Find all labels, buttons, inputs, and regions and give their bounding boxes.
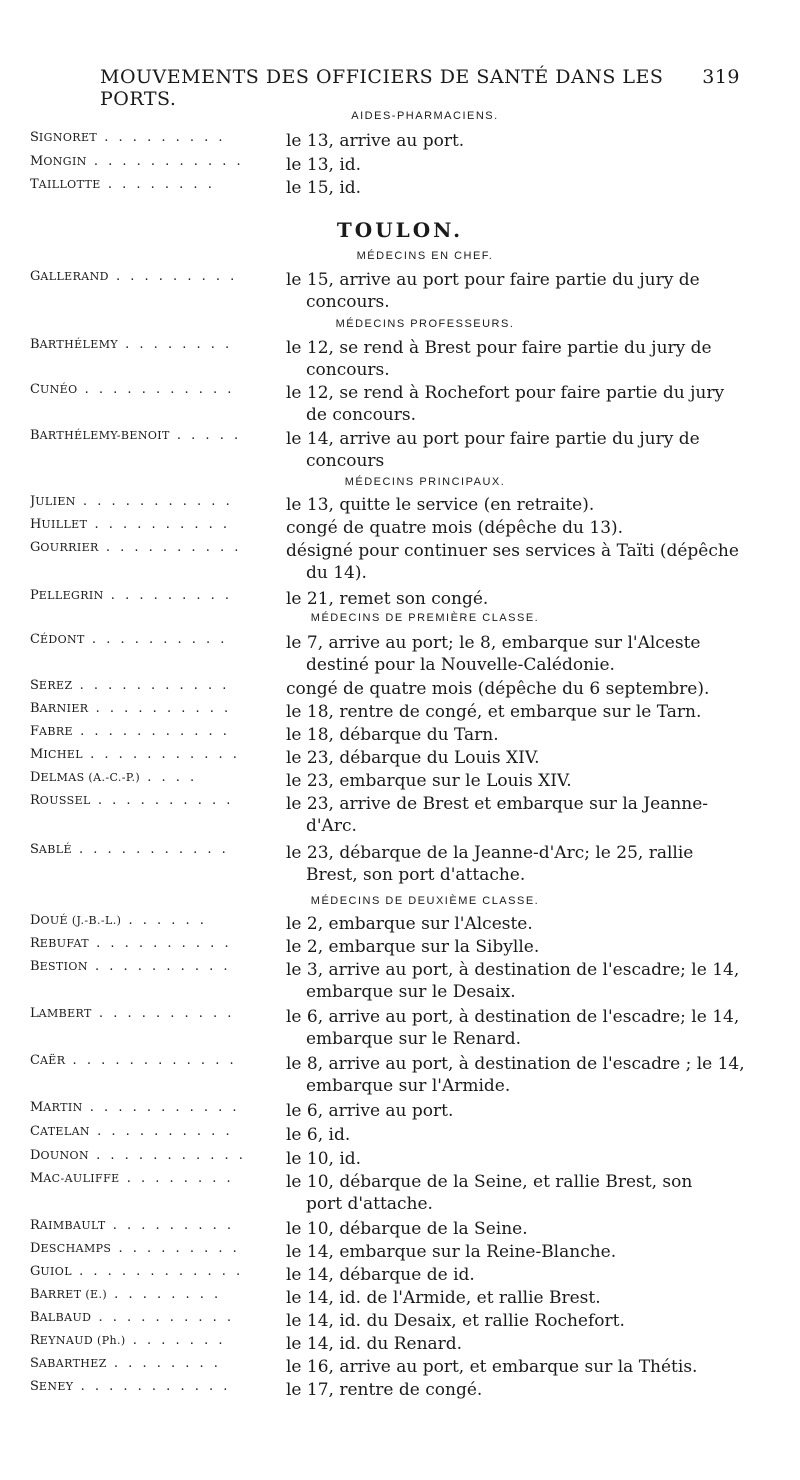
movement-text bbox=[286, 588, 748, 610]
movement-line: le 15, id. bbox=[286, 178, 362, 198]
movement-line: le 23, arrive de Brest et embarque sur la Jeanne- bbox=[286, 794, 709, 814]
name-rest: ÉDONT bbox=[39, 633, 85, 646]
name-initial: C bbox=[30, 382, 40, 397]
name-initial: H bbox=[30, 517, 42, 532]
movement-line: le 13, arrive au port. bbox=[286, 131, 465, 151]
leader-dots: . . . . . . . . . . bbox=[90, 793, 234, 808]
movement-line: le 18, rentre de congé, et embarque sur le Tarn. bbox=[286, 702, 702, 722]
name-rest: ENEY bbox=[38, 1380, 74, 1393]
leader-dots: . . . . . . . . . . . bbox=[89, 1148, 246, 1163]
movement-text bbox=[286, 1053, 748, 1097]
name-initial: G bbox=[30, 1264, 41, 1279]
name-rest: ARTIN bbox=[43, 1101, 83, 1114]
name-initial: S bbox=[30, 130, 39, 145]
movement-line: le 21, remet son congé. bbox=[286, 589, 489, 609]
movement-text bbox=[286, 382, 748, 426]
movement-text bbox=[286, 1218, 748, 1240]
movement-line: le 6, arrive au port. bbox=[286, 1101, 454, 1121]
officer-name bbox=[30, 1218, 285, 1233]
leader-dots: . . . . . . . . . bbox=[111, 1241, 240, 1256]
movement-line: le 14, débarque de id. bbox=[286, 1265, 475, 1285]
movement-line: le 13, quitte le service (en retraite). bbox=[286, 495, 595, 515]
name-initial: D bbox=[30, 913, 41, 928]
movement-text bbox=[286, 959, 748, 1003]
leader-dots: . . . . . . . . . . . . bbox=[71, 1264, 244, 1279]
movement-line: d'Arc. bbox=[306, 816, 357, 836]
leader-dots: . . . . . . . . . . . bbox=[71, 842, 229, 857]
page-number: 319 bbox=[702, 66, 740, 88]
officer-name bbox=[30, 1148, 285, 1163]
movement-text bbox=[286, 842, 748, 886]
officer-name bbox=[30, 959, 285, 974]
movement-line: le 23, débarque du Louis XIV. bbox=[286, 748, 540, 768]
movement-line: du 14). bbox=[306, 563, 367, 583]
city-heading: TOULON. bbox=[336, 218, 464, 242]
officer-name bbox=[30, 1171, 285, 1186]
movement-text bbox=[286, 494, 748, 516]
leader-dots: . . . . . . . . . . bbox=[91, 1310, 234, 1325]
name-initial: M bbox=[30, 747, 44, 762]
movement-text bbox=[286, 701, 748, 723]
name-initial: B bbox=[30, 701, 40, 716]
name-initial: T bbox=[30, 177, 39, 192]
movement-text bbox=[286, 793, 748, 837]
movement-line: le 16, arrive au port, et embarque sur la Thétis. bbox=[286, 1357, 698, 1377]
name-rest: ABARTHEZ bbox=[38, 1357, 107, 1370]
name-rest: AËR bbox=[39, 1054, 66, 1067]
movement-line: le 14, id. du Desaix, et rallie Rochefort. bbox=[286, 1311, 625, 1331]
leader-dots: . . . . . . . . . . . bbox=[72, 678, 230, 693]
leader-dots: . . . . . . . . . . . bbox=[72, 724, 230, 739]
leader-dots: . . . . . . . . . . bbox=[88, 936, 232, 951]
leader-dots: . . . . . . . . . bbox=[97, 130, 226, 145]
name-rest: AIMBAULT bbox=[39, 1219, 106, 1232]
movement-text bbox=[286, 130, 748, 152]
movement-line: le 3, arrive au port, à destination de l'escadre; le 14, bbox=[286, 960, 740, 980]
leader-dots: . . . . . . . . . . . bbox=[75, 494, 233, 509]
movement-text bbox=[286, 517, 748, 539]
movement-text bbox=[286, 540, 748, 584]
leader-dots: . . . . . . . . . . . bbox=[86, 154, 244, 169]
movement-text bbox=[286, 1333, 748, 1355]
officer-name bbox=[30, 494, 285, 509]
name-initial: D bbox=[30, 1241, 41, 1256]
leader-dots: . . . . . . . . bbox=[107, 1287, 222, 1302]
name-rest: ALBAUD bbox=[39, 1311, 92, 1324]
officer-name bbox=[30, 793, 285, 808]
movement-line: le 8, arrive au port, à destination de l'escadre ; le 14, bbox=[286, 1054, 745, 1074]
movement-text bbox=[286, 269, 748, 313]
section-heading: MÉDECINS EN CHEF. bbox=[356, 250, 494, 262]
movement-text bbox=[286, 632, 748, 676]
name-initial: B bbox=[30, 1310, 40, 1325]
name-rest: ARTHÉLEMY-BENOIT bbox=[39, 429, 170, 442]
leader-dots: . . . . . . . . . . . bbox=[73, 1379, 231, 1394]
officer-name bbox=[30, 428, 285, 443]
name-initial: B bbox=[30, 428, 40, 443]
movement-line: concours. bbox=[306, 360, 390, 380]
name-initial: C bbox=[30, 632, 40, 647]
leader-dots: . . . . . . bbox=[121, 913, 207, 928]
name-rest: EYNAUD (Ph.) bbox=[39, 1334, 126, 1347]
leader-dots: . . . . . . . . . . . bbox=[77, 382, 235, 397]
leader-dots: . . . . . . . . bbox=[106, 1356, 221, 1371]
movement-line: le 2, embarque sur la Sibylle. bbox=[286, 937, 540, 957]
officer-name bbox=[30, 1287, 285, 1302]
movement-line: désigné pour continuer ses services à Taïti (dépêche bbox=[286, 541, 739, 561]
name-initial: M bbox=[30, 154, 44, 169]
movement-line: le 15, arrive au port pour faire partie du jury de bbox=[286, 270, 700, 290]
officer-name bbox=[30, 517, 285, 532]
movement-text bbox=[286, 1310, 748, 1332]
movement-line: le 6, id. bbox=[286, 1125, 351, 1145]
officer-name bbox=[30, 1100, 285, 1115]
movement-line: port d'attache. bbox=[306, 1194, 433, 1214]
movement-line: le 23, embarque sur le Louis XIV. bbox=[286, 771, 572, 791]
officer-name bbox=[30, 842, 285, 857]
name-rest: ICHEL bbox=[43, 748, 84, 761]
officer-name bbox=[30, 913, 285, 928]
leader-dots: . . . . . . . . bbox=[118, 337, 233, 352]
officer-name bbox=[30, 1333, 285, 1348]
name-initial: R bbox=[30, 936, 40, 951]
name-rest: ABRE bbox=[39, 725, 73, 738]
name-rest: AMBERT bbox=[38, 1007, 92, 1020]
movement-text bbox=[286, 913, 748, 935]
movement-line: embarque sur l'Armide. bbox=[306, 1076, 511, 1096]
leader-dots: . . . . . . . . . . bbox=[88, 701, 232, 716]
name-rest: ESTION bbox=[39, 960, 88, 973]
section-heading: MÉDECINS PROFESSEURS. bbox=[335, 318, 515, 330]
officer-name bbox=[30, 130, 285, 145]
movement-text bbox=[286, 154, 748, 176]
officer-name bbox=[30, 1264, 285, 1279]
officer-name bbox=[30, 1356, 285, 1371]
name-initial: S bbox=[30, 1356, 39, 1371]
officer-name bbox=[30, 540, 285, 555]
officer-name bbox=[30, 678, 285, 693]
movement-line: le 10, id. bbox=[286, 1149, 362, 1169]
leader-dots: . . . . . bbox=[169, 428, 242, 443]
leader-dots: . . . . . . . . . . bbox=[87, 959, 231, 974]
movement-text bbox=[286, 1171, 748, 1215]
officer-name bbox=[30, 1006, 285, 1021]
leader-dots: . . . . . . . . . bbox=[108, 269, 238, 284]
name-initial: B bbox=[30, 1287, 40, 1302]
movement-text bbox=[286, 936, 748, 958]
name-initial: B bbox=[30, 959, 40, 974]
movement-text bbox=[286, 1356, 748, 1378]
name-initial: M bbox=[30, 1171, 44, 1186]
page-header bbox=[100, 66, 740, 110]
name-rest: AILLOTTE bbox=[38, 178, 101, 191]
name-rest: AC-AULIFFE bbox=[43, 1172, 120, 1185]
name-rest: OUNON bbox=[40, 1149, 89, 1162]
movement-line: concours. bbox=[306, 292, 390, 312]
name-rest: UNÉO bbox=[39, 383, 78, 396]
movement-line: le 2, embarque sur l'Alceste. bbox=[286, 914, 533, 934]
movement-line: le 10, débarque de la Seine, et rallie Brest, son bbox=[286, 1172, 693, 1192]
name-initial: L bbox=[30, 1006, 39, 1021]
officer-name bbox=[30, 269, 285, 284]
leader-dots: . . . . . . . . . . bbox=[91, 1006, 235, 1021]
movement-text bbox=[286, 1124, 748, 1146]
name-rest: ALLERAND bbox=[40, 270, 109, 283]
movement-text bbox=[286, 428, 748, 472]
name-rest: EREZ bbox=[38, 679, 73, 692]
movement-text bbox=[286, 337, 748, 381]
movement-line: le 10, débarque de la Seine. bbox=[286, 1219, 528, 1239]
leader-dots: . . . . . . . . bbox=[119, 1171, 234, 1186]
leader-dots: . . . . . . . . . bbox=[105, 1218, 234, 1233]
movement-text bbox=[286, 1006, 748, 1050]
name-rest: UILLET bbox=[41, 518, 88, 531]
movement-line: le 7, arrive au port; le 8, embarque sur l'Alceste bbox=[286, 633, 701, 653]
name-rest: OURRIER bbox=[40, 541, 99, 554]
officer-name bbox=[30, 701, 285, 716]
movement-line: le 23, débarque de la Jeanne-d'Arc; le 25, rallie bbox=[286, 843, 694, 863]
leader-dots: . . . . . . . . . . . . bbox=[65, 1053, 237, 1068]
leader-dots: . . . . . . . . . . . bbox=[82, 1100, 240, 1115]
name-rest: UIOL bbox=[40, 1265, 72, 1278]
name-rest: ESCHAMPS bbox=[40, 1242, 112, 1255]
name-initial: R bbox=[30, 793, 40, 808]
name-rest: ELLEGRIN bbox=[38, 589, 104, 602]
leader-dots: . . . . . . . . . . . bbox=[83, 747, 240, 762]
movement-line: de concours. bbox=[306, 405, 417, 425]
leader-dots: . . . . . . . . . . bbox=[89, 1124, 233, 1139]
leader-dots: . . . . . . . bbox=[125, 1333, 226, 1348]
movement-line: le 14, id. de l'Armide, et rallie Brest. bbox=[286, 1288, 601, 1308]
movement-text bbox=[286, 1100, 748, 1122]
movement-line: le 12, se rend à Rochefort pour faire partie du jury bbox=[286, 383, 725, 403]
name-initial: P bbox=[30, 588, 39, 603]
officer-name bbox=[30, 337, 285, 352]
name-rest: ELMAS (A.-C.-P.) bbox=[40, 771, 141, 784]
name-rest: ULIEN bbox=[35, 495, 76, 508]
officer-name bbox=[30, 382, 285, 397]
name-initial: C bbox=[30, 1124, 40, 1139]
name-initial: G bbox=[30, 540, 41, 555]
officer-name bbox=[30, 1053, 285, 1068]
movement-line: embarque sur le Renard. bbox=[306, 1029, 522, 1049]
movement-text bbox=[286, 177, 748, 199]
name-rest: ARNIER bbox=[39, 702, 89, 715]
movement-text bbox=[286, 724, 748, 746]
officer-name bbox=[30, 724, 285, 739]
section-heading: MÉDECINS DE PREMIÈRE CLASSE. bbox=[310, 612, 540, 624]
name-initial: D bbox=[30, 770, 41, 785]
name-initial: S bbox=[30, 842, 39, 857]
leader-dots: . . . . bbox=[140, 770, 198, 785]
name-initial: G bbox=[30, 269, 41, 284]
name-rest: ATELAN bbox=[39, 1125, 90, 1138]
name-initial: D bbox=[30, 1148, 41, 1163]
movement-text bbox=[286, 770, 748, 792]
officer-name bbox=[30, 632, 285, 647]
movement-text bbox=[286, 1379, 748, 1401]
officer-name bbox=[30, 1241, 285, 1256]
name-rest: IGNORET bbox=[38, 131, 98, 144]
name-rest: OUSSEL bbox=[39, 794, 91, 807]
name-rest: OUÉ (J.-B.-L.) bbox=[40, 914, 122, 927]
movement-line: le 14, id. du Renard. bbox=[286, 1334, 463, 1354]
officer-name bbox=[30, 1124, 285, 1139]
leader-dots: . . . . . . . . . . bbox=[84, 632, 228, 647]
movement-line: destiné pour la Nouvelle-Calédonie. bbox=[306, 655, 615, 675]
name-initial: C bbox=[30, 1053, 40, 1068]
leader-dots: . . . . . . . . . . bbox=[98, 540, 242, 555]
name-rest: ONGIN bbox=[43, 155, 87, 168]
movement-text bbox=[286, 747, 748, 769]
movement-line: embarque sur le Desaix. bbox=[306, 982, 516, 1002]
name-rest: EBUFAT bbox=[39, 937, 89, 950]
leader-dots: . . . . . . . . . bbox=[103, 588, 233, 603]
name-rest: ARTHÉLEMY bbox=[39, 338, 119, 351]
movement-line: le 6, arrive au port, à destination de l'escadre; le 14, bbox=[286, 1007, 740, 1027]
movement-text bbox=[286, 1264, 748, 1286]
officer-name bbox=[30, 1310, 285, 1325]
running-title: MOUVEMENTS DES OFFICIERS DE SANTÉ DANS LES PORTS. bbox=[100, 66, 664, 110]
movement-line: le 14, embarque sur la Reine-Blanche. bbox=[286, 1242, 617, 1262]
leader-dots: . . . . . . . . bbox=[100, 177, 215, 192]
name-initial: J bbox=[30, 494, 36, 509]
officer-name bbox=[30, 154, 285, 169]
section-heading: MÉDECINS PRINCIPAUX. bbox=[344, 476, 506, 488]
section-heading: MÉDECINS DE DEUXIÈME CLASSE. bbox=[310, 895, 540, 907]
movement-text bbox=[286, 678, 748, 700]
officer-name bbox=[30, 588, 285, 603]
name-rest: ABLÉ bbox=[38, 843, 72, 856]
movement-line: Brest, son port d'attache. bbox=[306, 865, 526, 885]
movement-text bbox=[286, 1241, 748, 1263]
name-rest: ARRET (E.) bbox=[39, 1288, 108, 1301]
movement-line: le 14, arrive au port pour faire partie du jury de bbox=[286, 429, 700, 449]
movement-line: le 13, id. bbox=[286, 155, 362, 175]
movement-line: congé de quatre mois (dépêche du 13). bbox=[286, 518, 624, 538]
name-initial: F bbox=[30, 724, 40, 739]
name-initial: M bbox=[30, 1100, 44, 1115]
officer-name bbox=[30, 747, 285, 762]
movement-line: le 18, débarque du Tarn. bbox=[286, 725, 499, 745]
name-initial: S bbox=[30, 678, 39, 693]
movement-line: le 12, se rend à Brest pour faire partie du jury de bbox=[286, 338, 712, 358]
name-initial: R bbox=[30, 1333, 40, 1348]
officer-name bbox=[30, 936, 285, 951]
officer-name bbox=[30, 177, 285, 192]
name-initial: S bbox=[30, 1379, 39, 1394]
officer-name bbox=[30, 770, 285, 785]
movement-text bbox=[286, 1148, 748, 1170]
movement-line: concours bbox=[306, 451, 385, 471]
name-initial: R bbox=[30, 1218, 40, 1233]
section-heading: AIDES-PHARMACIENS. bbox=[351, 110, 499, 122]
movement-line: le 17, rentre de congé. bbox=[286, 1380, 483, 1400]
movement-line: congé de quatre mois (dépêche du 6 septembre). bbox=[286, 679, 710, 699]
officer-name bbox=[30, 1379, 285, 1394]
leader-dots: . . . . . . . . . . bbox=[87, 517, 230, 532]
movement-text bbox=[286, 1287, 748, 1309]
name-initial: B bbox=[30, 337, 40, 352]
